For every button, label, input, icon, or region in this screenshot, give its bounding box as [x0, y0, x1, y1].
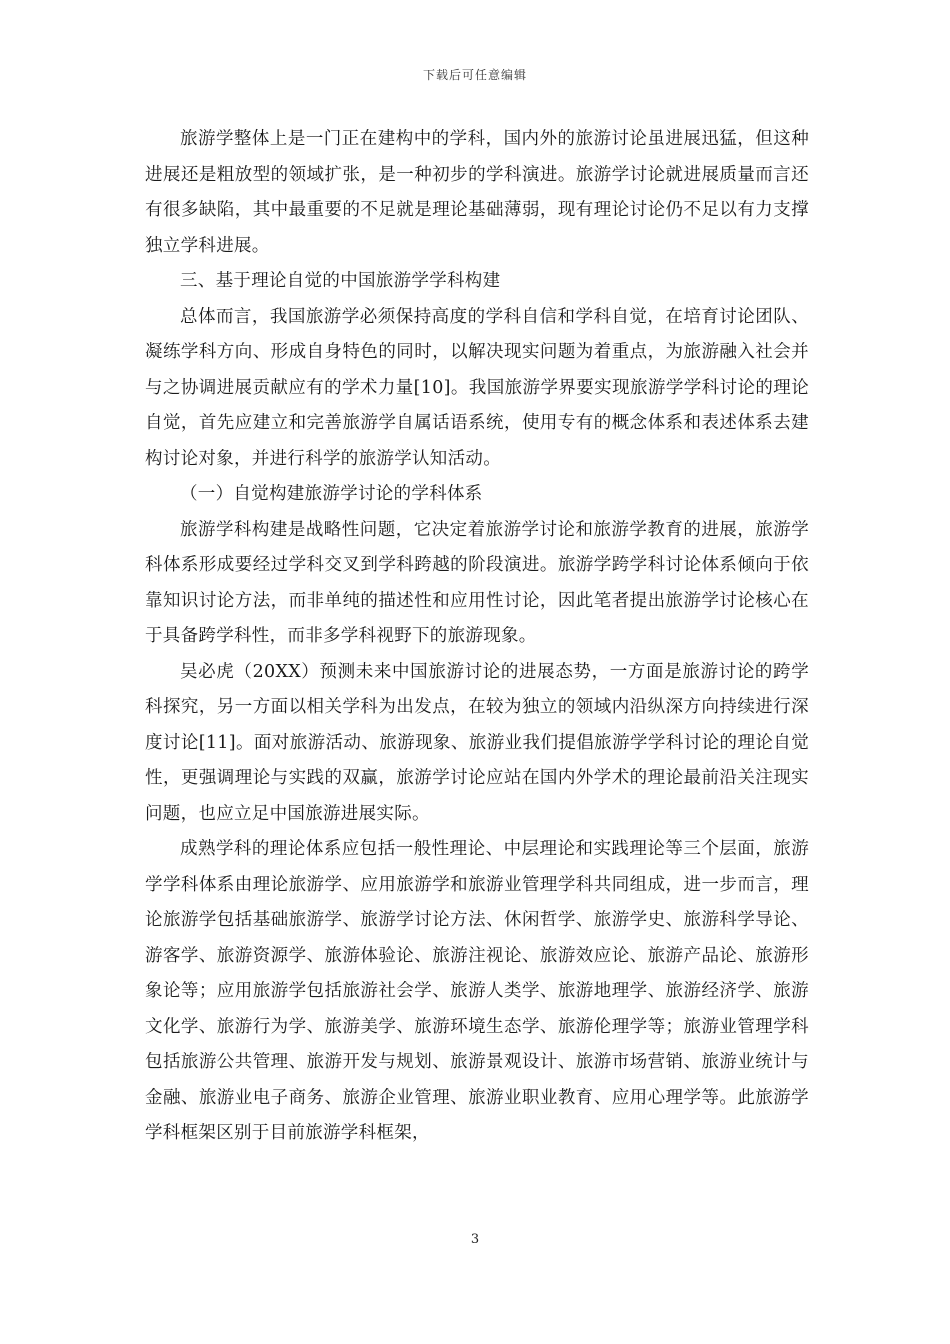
page-number: 3: [470, 1232, 480, 1247]
paragraph-1: 旅游学整体上是一门正在建构中的学科，国内外的旅游讨论虽进展迅猛，但这种进展还是粗放型的领域扩张，是一种初步的学科演进。旅游学讨论就进展质量而言还有很多缺陷，其中最重要的不足就是理论基础薄弱，现有理论讨论仍不足以有力支撑独立学科进展。: [145, 129, 809, 256]
document-body: [145, 122, 809, 1152]
section-heading-3: 三、基于理论自觉的中国旅游学学科构建: [180, 271, 501, 291]
paragraph-3: 旅游学科构建是战略性问题，它决定着旅游学讨论和旅游学教育的进展，旅游学科体系形成要经过学科交叉到学科跨越的阶段演进。旅游学跨学科讨论体系倾向于依靠知识讨论方法，而非单纯的描述性和应用性讨论，因此笔者提出旅游学讨论核心在于具备跨学科性，而非多学科视野下的旅游现象。: [145, 519, 809, 646]
page-header: 下载后可任意编辑: [422, 68, 527, 82]
paragraph-5: 成熟学科的理论体系应包括一般性理论、中层理论和实践理论等三个层面，旅游学学科体系由理论旅游学、应用旅游学和旅游业管理学科共同组成，进一步而言，理论旅游学包括基础旅游学、旅游学讨论方法、休闲哲学、旅游学史、旅游科学导论、游客学、旅游资源学、旅游体验论、旅游注视论、旅游效应论、旅游产品论、旅游形象论等；应用旅游学包括旅游社会学、旅游人类学、旅游地理学、旅游经济学、旅游文化学、旅游行为学、旅游美学、旅游环境生态学、旅游伦理学等；旅游业管理学科包括旅游公共管理、旅游开发与规划、旅游景观设计、旅游市场营销、旅游业统计与金融、旅游业电子商务、旅游企业管理、旅游业职业教育、应用心理学等。此旅游学学科框架区别于目前旅游学科框架，: [145, 839, 809, 1143]
paragraph-2: 总体而言，我国旅游学必须保持高度的学科自信和学科自觉，在培育讨论团队、凝练学科方向、形成自身特色的同时，以解决现实问题为着重点，为旅游融入社会并与之协调进展贡献应有的学术力量[10]。我国旅游学界要实现旅游学学科讨论的理论自觉，首先应建立和完善旅游学自属话语系统，使用专有的概念体系和表述体系去建构讨论对象，并进行科学的旅游学认知活动。: [145, 306, 809, 469]
subsection-heading-1: （一）自觉构建旅游学讨论的学科体系: [180, 484, 483, 504]
paragraph-4: 吴必虎（20XX）预测未来中国旅游讨论的进展态势，一方面是旅游讨论的跨学科探究，另一方面以相关学科为出发点，在较为独立的领域内沿纵深方向持续进行深度讨论[11]。面对旅游活动、旅游现象、旅游业我们提倡旅游学学科讨论的理论自觉性，更强调理论与实践的双赢，旅游学讨论应站在国内外学术的理论最前沿关注现实问题，也应立足中国旅游进展实际。: [145, 661, 809, 824]
